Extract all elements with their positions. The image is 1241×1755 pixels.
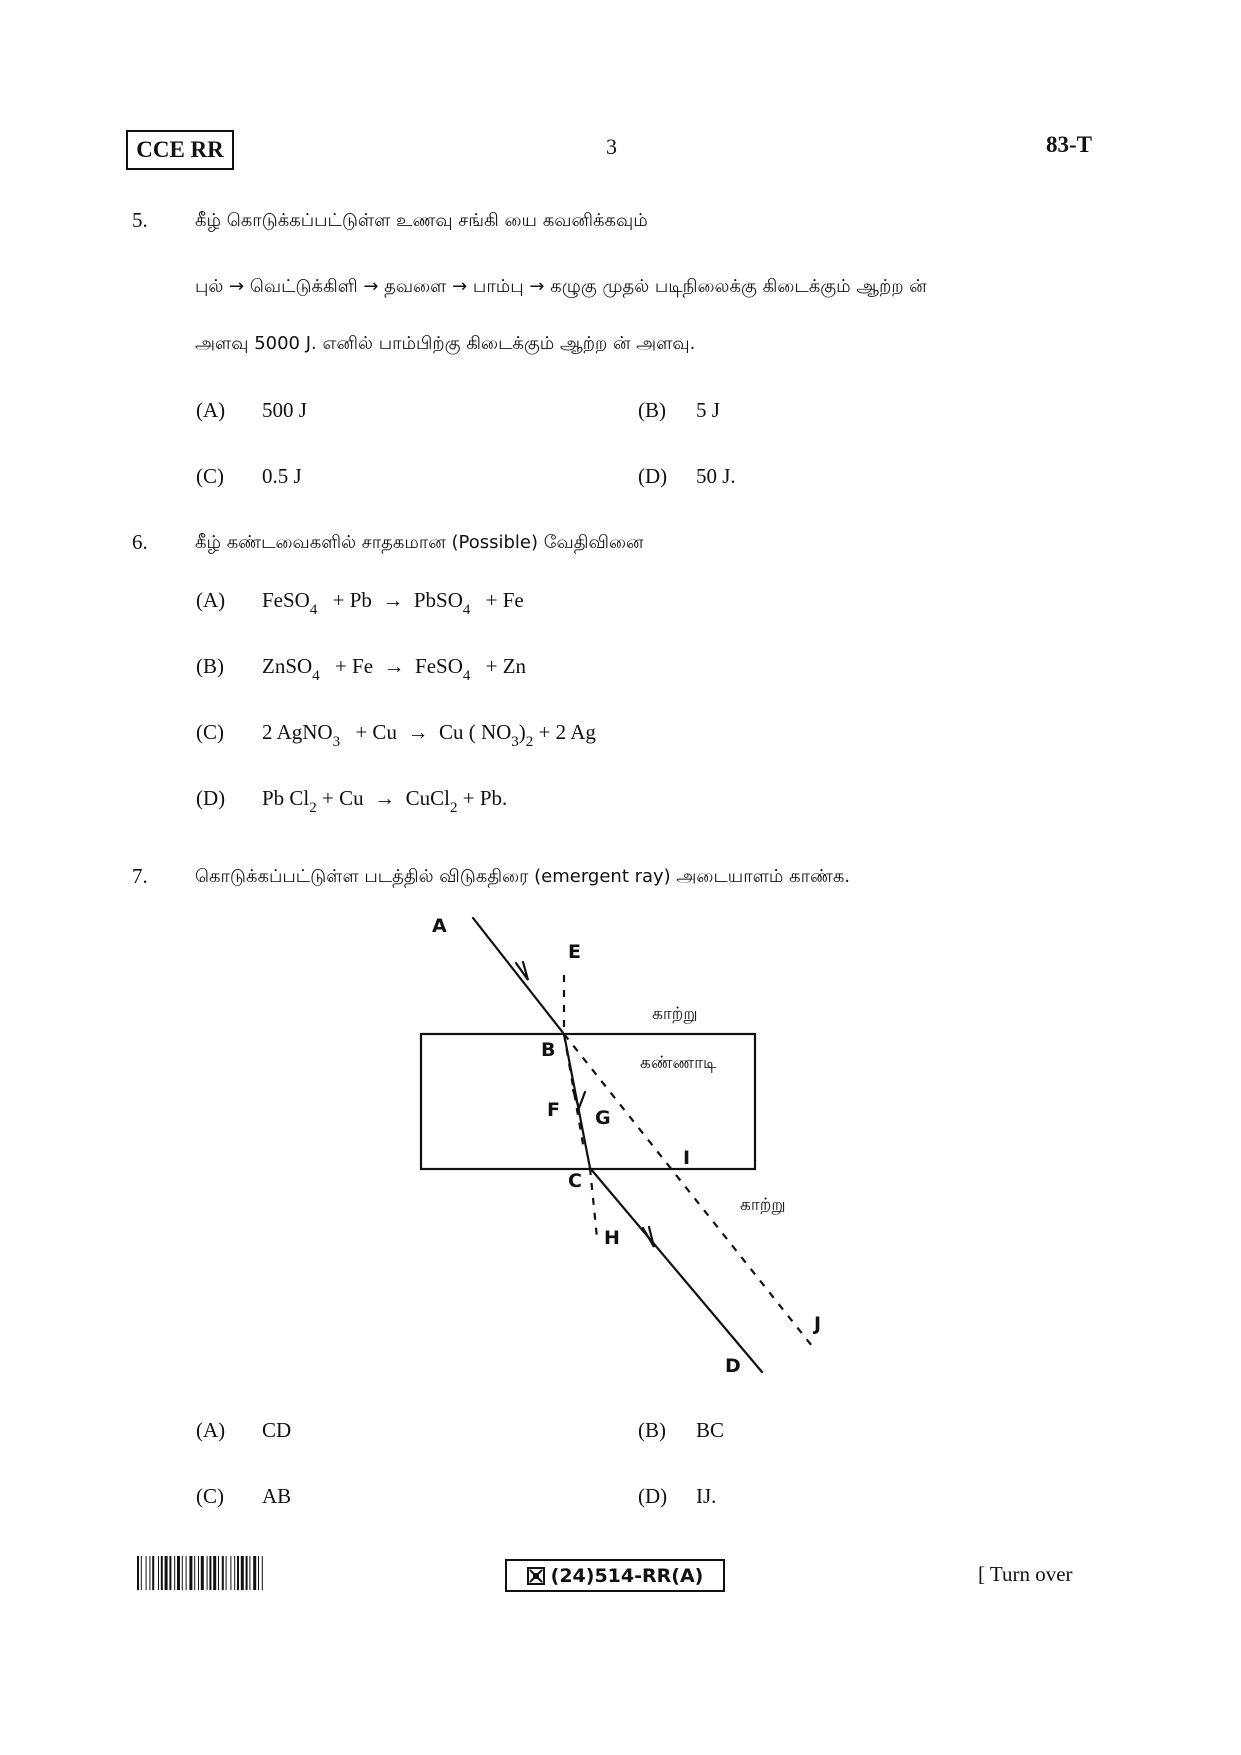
barcode-bar <box>258 1556 259 1590</box>
option-text: 500 J <box>262 398 307 422</box>
label-air-top: காற்று <box>652 1004 698 1024</box>
question-6-option-c: (C) 2 AgNO$_3$ + Cu → Cu ( $NO_3)_2 + 2$ Ag <box>196 720 596 750</box>
barcode-bar <box>262 1556 263 1590</box>
qr-mark-icon <box>527 1567 545 1585</box>
barcode-bar <box>169 1556 171 1590</box>
option-text: 5 J <box>696 398 720 422</box>
barcode-bar <box>209 1556 211 1590</box>
question-7-number: 7. <box>132 864 148 888</box>
point-a: A <box>432 915 447 937</box>
footer-code: (24)514-RR(A) <box>550 1564 704 1587</box>
barcode-icon <box>137 1556 349 1590</box>
option-text: BC <box>696 1418 725 1442</box>
question-5-line2: புல் → வெட்டுக்கிளி → தவளை → பாம்பு → கழுகு முதல் படிநிலைக்கு கிடைக்கும் ஆற்ற ன் <box>195 276 927 297</box>
label-glass: கண்ணாடி <box>640 1053 717 1073</box>
question-7-option-a <box>196 1418 291 1443</box>
option-label: (A) <box>196 1418 226 1442</box>
question-5-number: 5. <box>132 208 148 232</box>
question-7-option-c <box>196 1484 291 1509</box>
point-d: D <box>725 1355 741 1377</box>
barcode-bar <box>152 1556 154 1590</box>
barcode-bar <box>237 1556 239 1590</box>
turn-over-label: [ Turn over <box>978 1562 1073 1586</box>
option-label: (B) <box>638 398 666 422</box>
barcode-bar <box>213 1556 216 1590</box>
barcode-bar <box>249 1556 250 1590</box>
point-j: J <box>814 1313 822 1335</box>
point-c: C <box>568 1170 582 1192</box>
barcode-bar <box>174 1556 175 1590</box>
barcode-bar <box>158 1556 159 1590</box>
barcode-bar <box>234 1556 235 1590</box>
barcode-bar <box>246 1556 248 1590</box>
option-text: 50 J. <box>696 464 736 488</box>
paper-code: 83-T <box>1046 132 1092 157</box>
barcode-bar <box>253 1556 256 1590</box>
question-7-stem: கொடுக்கப்பட்டுள்ள படத்தில் விடுகதிரை (emergent ray) அடையாளம் காண்க. <box>195 866 851 887</box>
barcode-bar <box>222 1556 224 1590</box>
option-text: 0.5 J <box>262 464 302 488</box>
option-label: (A) <box>196 588 226 612</box>
barcode-bar <box>198 1556 199 1590</box>
barcode-bar <box>182 1556 183 1590</box>
barcode-bar <box>161 1556 163 1590</box>
label-air-bottom: காற்று <box>740 1195 786 1215</box>
question-6-stem: கீழ் கண்டவைகளில் சாதகமான (Possible) வேதிவினை <box>195 532 644 553</box>
arrow-cd-icon <box>643 1227 654 1247</box>
option-label: (C) <box>196 720 224 744</box>
option-label: (B) <box>638 1418 666 1442</box>
barcode-bar <box>177 1556 180 1590</box>
question-6-option-b: (B) ZnSO$_4$ + Fe → FeSO$_4$ + Zn <box>196 654 527 684</box>
header-box-text: CCE RR <box>136 137 224 162</box>
point-f: F <box>547 1099 560 1121</box>
barcode-bar <box>165 1556 168 1590</box>
emergent-ray-cd <box>590 1168 762 1372</box>
option-text: AB <box>262 1484 292 1508</box>
question-5-stem: கீழ் கொடுக்கப்பட்டுள்ள உணவு சங்கி யை கவனிக்கவும் <box>195 210 648 231</box>
barcode-bar <box>137 1556 139 1590</box>
question-5-line3: அளவு 5000 J. எனில் பாம்பிற்கு கிடைக்கும் ஆற்ற ன் அளவு. <box>195 333 696 354</box>
barcode-bar <box>218 1556 219 1590</box>
option-label: (D) <box>638 1484 668 1508</box>
barcode-bar <box>146 1556 147 1590</box>
question-6-option-d: (D) Pb $Cl_2 + Cu$ → CuCl$_2$ + Pb. <box>196 786 508 816</box>
page-number: 3 <box>606 134 617 159</box>
point-h: H <box>604 1227 620 1249</box>
dashed-line-ij <box>564 1034 812 1346</box>
question-6-option-a: (A) FeSO$_4$ + Pb → PbSO$_4$ + Fe <box>196 588 524 618</box>
question-7-option-b <box>638 1418 724 1443</box>
footer-code-box <box>505 1559 725 1592</box>
point-i: I <box>683 1147 691 1169</box>
point-e: E <box>568 941 581 963</box>
barcode-bar <box>186 1556 187 1590</box>
barcode-bar <box>230 1556 231 1590</box>
barcode-bar <box>189 1556 192 1590</box>
option-label: (D) <box>638 464 668 488</box>
barcode-bar <box>141 1556 142 1590</box>
option-text: IJ. <box>696 1484 717 1508</box>
barcode-bar <box>241 1556 244 1590</box>
option-label: (C) <box>196 1484 224 1508</box>
point-g: G <box>595 1107 611 1129</box>
option-text: CD <box>262 1418 292 1442</box>
option-label: (A) <box>196 398 226 422</box>
incident-ray-ab <box>473 918 564 1034</box>
barcode-bar <box>226 1556 227 1590</box>
barcode-bar <box>201 1556 204 1590</box>
normal-lower <box>590 1168 597 1238</box>
option-label: (D) <box>196 786 226 810</box>
question-6-number: 6. <box>132 530 148 554</box>
barcode-bar <box>194 1556 195 1590</box>
barcode-bar <box>149 1556 150 1590</box>
option-label: (C) <box>196 464 224 488</box>
question-7-option-d <box>638 1484 716 1509</box>
arrow-ab-icon <box>516 962 528 980</box>
barcode-bar <box>207 1556 208 1590</box>
point-b: B <box>541 1039 556 1061</box>
option-label: (B) <box>196 654 224 678</box>
